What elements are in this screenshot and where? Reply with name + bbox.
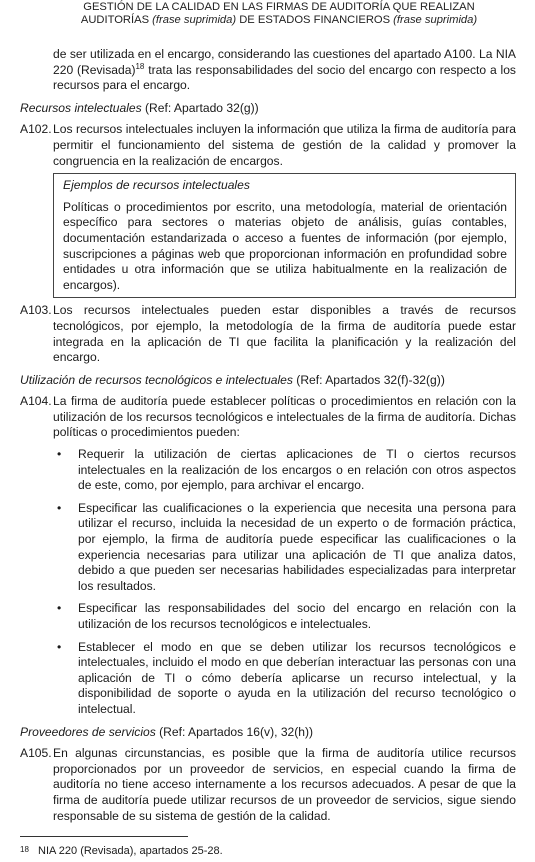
paragraph-text: Los recursos intelectuales pueden estar disponibles a través de recursos tecnológicos, por ejemplo, la metodología de la firma de auditoría puede estar integrada en la aplicación de TI que facilita la planificación y la realización del encargo. <box>53 303 516 365</box>
header-line-2: AUDITORÍAS (frase suprimida) DE ESTADOS FINANCIEROS (frase suprimida) <box>80 14 478 26</box>
bullet-icon: • <box>57 500 62 515</box>
bullet-icon: • <box>57 601 62 616</box>
section-heading-tech: Utilización de recursos tecnológicos e intelectuales (Ref: Apartados 32(f)-32(g)) <box>20 372 445 387</box>
bullet-icon: • <box>57 447 62 462</box>
paragraph-a105 <box>20 746 516 824</box>
paragraph-a103 <box>20 303 516 365</box>
footnote-number: 18 <box>20 845 29 854</box>
section-heading-providers: Proveedores de servicios (Ref: Apartados 16(v), 32(h)) <box>20 724 314 739</box>
footnote-text: NIA 220 (Revisada), apartados 25-28. <box>38 845 223 857</box>
paragraph-a102 <box>20 122 516 169</box>
footnote-ref-18: 18 <box>135 61 145 71</box>
footnote <box>20 845 223 858</box>
footnote-divider <box>20 836 188 837</box>
example-box-title: Ejemplos de recursos intelectuales <box>63 178 250 193</box>
paragraph-number: A103. <box>20 303 52 318</box>
example-box <box>53 173 516 298</box>
paragraph-text: Los recursos intelectuales incluyen la información que utiliza la firma de auditoría para permitir el funcionamiento del sistema de gestión de la calidad y promover la congruencia en la realización de encargos. <box>53 122 516 168</box>
bullet-list <box>20 447 516 718</box>
body-content <box>20 47 516 824</box>
paragraph-number: A102. <box>20 122 52 137</box>
bullet-icon: • <box>57 639 62 654</box>
paragraph-text: En algunas circunstancias, es posible que la firma de auditoría utilice recursos proporcionados por un proveedor de servicios, en especial cuando la firma de auditoría no tiene acceso internamente a los recursos adecuados. A pesar de que la firma de auditoría puede utilizar recursos de un proveedor de servicios, sigue siendo responsable de su sistema de gestión de la calidad. <box>53 746 516 823</box>
paragraph-number: A105. <box>20 746 52 761</box>
list-item: • Establecer el modo en que se deben utilizar los recursos tecnológicos e intelectuales, incluido el modo en que deberían interactuar las personas con una aplicación de TI o cómo debería aplicarse un recurso intelectual, y la disponibilidad de soporte o ayuda en la utilización del recurso tecnológico o intelectual. <box>53 640 516 718</box>
list-item: • Especificar las cualificaciones o la experiencia que necesita una persona para utilizar el recurso, incluida la necesidad de un experto o de formación práctica, por ejemplo, la firma de auditoría puede especificar las cualificaciones o la experiencia necesarias para utilizar una aplicación de TI que analiza datos, debido a que pueden ser necesarias habilidades especializadas para interpretar los resultados. <box>53 501 516 595</box>
continued-paragraph: de ser utilizada en el encargo, considerando las cuestiones del apartado A100. La NIA 220 (Revisada)$^{18}$ trata las responsabilidades del socio del encargo con respecto a los recursos para el encargo. <box>53 47 516 93</box>
paragraph-number: A104. <box>20 394 52 409</box>
paragraph-text: La firma de auditoría puede establecer políticas o procedimientos en relación con la utilización de los recursos tecnológicos e intelectuales de la firma de auditoría. Dichas políticas o procedimientos pueden: <box>53 394 516 440</box>
header-line-1: GESTIÓN DE LA CALIDAD EN LAS FIRMAS DE AUDITORÍA QUE REALIZAN <box>83 1 475 13</box>
list-item: • Requerir la utilización de ciertas aplicaciones de TI o ciertos recursos intelectuales en la realización de los encargos o en relación con otros aspectos de este, como, por ejemplo, para archivar el encargo. <box>53 447 516 494</box>
paragraph-a104 <box>20 394 516 441</box>
section-heading-intellectual: Recursos intelectuales (Ref: Apartado 32(g)) <box>20 100 259 115</box>
running-header <box>40 1 518 27</box>
list-item: • Especificar las responsabilidades del socio del encargo en relación con la utilización de los recursos tecnológicos e intelectuales. <box>53 601 516 632</box>
example-box-text: Políticas o procedimientos por escrito, una metodología, material de orientación específico para sectores o materias objeto de análisis, guías contables, documentación estandarizada o acceso a fuentes de información (por ejemplo, suscripciones a páginas web que proporcionan información en profundidad sobre entidades u otra información que se utiliza habitualmente en la realización de encargos). <box>63 199 507 292</box>
